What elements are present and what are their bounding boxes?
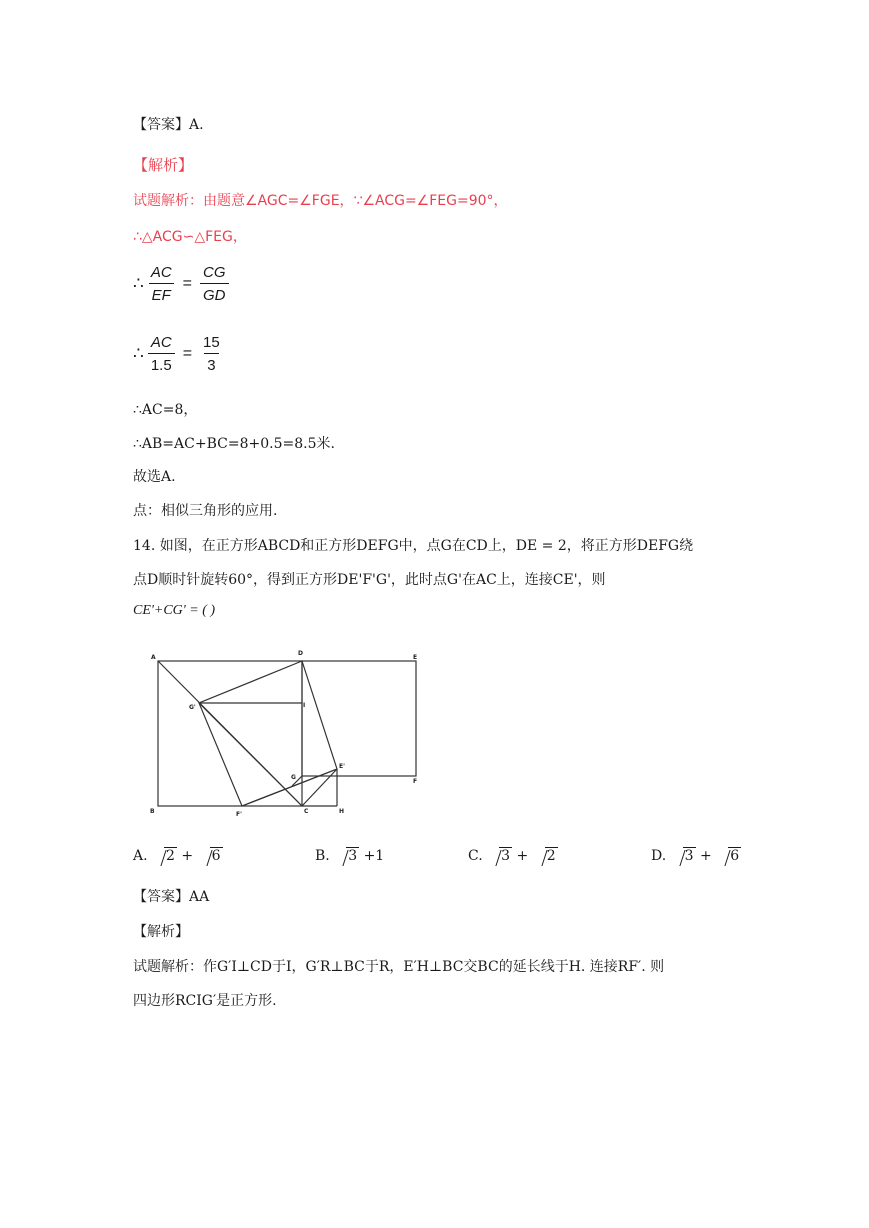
denominator: EF: [149, 283, 174, 304]
therefore-symbol: ∴: [133, 274, 144, 294]
question-14-line-3: CE'+CG' = ( ): [133, 603, 216, 618]
label-g: G: [291, 774, 296, 781]
answer-line-2: 【答案】AA: [133, 889, 210, 905]
equals-sign: =: [182, 345, 193, 362]
label-h: H: [339, 808, 345, 815]
ac-result: ∴AC=8，: [133, 402, 198, 418]
square-defg: [302, 661, 416, 776]
segment-fe: [242, 769, 337, 806]
label-b: B: [150, 808, 155, 815]
analysis-line-1: 试题解析：由题意∠AGC=∠FGE，∵∠ACG=∠FEG=90°，: [133, 193, 508, 209]
question-14-line-2: 点D顺时针旋转60°，得到正方形DE'F'G'，此时点G'在AC上，连接CE'，则: [133, 572, 606, 588]
option-a: A. 2 + 6: [133, 848, 221, 864]
option-d: D. 3 + 6: [651, 848, 740, 864]
fraction-equation-2: [133, 334, 223, 374]
therefore-symbol: ∴: [133, 344, 144, 364]
question-14-line-1: 14. 如图，在正方形ABCD和正方形DEFG中，点G在CD上，DE = 2，将正方形DEFG绕: [133, 538, 694, 554]
denominator: 3: [204, 353, 218, 374]
answer-line: 【答案】A.: [133, 117, 204, 133]
label-e-prime: E': [339, 763, 345, 770]
label-f: F: [413, 778, 418, 785]
analysis-2-line-2: 四边形RCIG′是正方形.: [133, 993, 277, 1009]
label-i: I: [303, 702, 306, 709]
point-line: 点：相似三角形的应用.: [133, 503, 278, 519]
denominator: GD: [200, 283, 229, 304]
denominator: 1.5: [148, 353, 175, 374]
geometry-figure: [140, 640, 440, 825]
label-e: E: [413, 654, 418, 661]
analysis-heading: 【解析】: [133, 156, 194, 174]
segment-gc: [199, 703, 302, 806]
equals-sign: =: [182, 275, 193, 292]
segment-ce: [302, 769, 337, 806]
option-b: B. 3 +1: [315, 848, 385, 864]
analysis-line-2: ∴△ACG∽△FEG，: [133, 229, 247, 245]
label-f-prime: F': [236, 811, 242, 818]
analysis-2-line-1: 试题解析：作G′I⊥CD于I，G′R⊥BC于R，E′H⊥BC交BC的延长线于H. 连接RF′. 则: [133, 959, 665, 975]
label-d: D: [298, 650, 303, 657]
label-g-prime: G': [189, 704, 196, 711]
label-c: C: [304, 808, 309, 815]
numerator: AC: [150, 334, 172, 351]
label-a: A: [151, 654, 156, 661]
numerator: AC: [150, 264, 172, 281]
rotated-square: [199, 661, 337, 806]
numerator: CG: [203, 264, 226, 281]
option-c: C. 3 + 2: [468, 848, 556, 864]
choose-line: 故选A.: [133, 469, 176, 485]
analysis-heading-2: 【解析】: [133, 924, 189, 940]
ab-result: ∴AB=AC+BC=8+0.5=8.5米.: [133, 436, 335, 452]
numerator: 15: [203, 334, 220, 351]
fraction-equation-1: [133, 264, 229, 304]
